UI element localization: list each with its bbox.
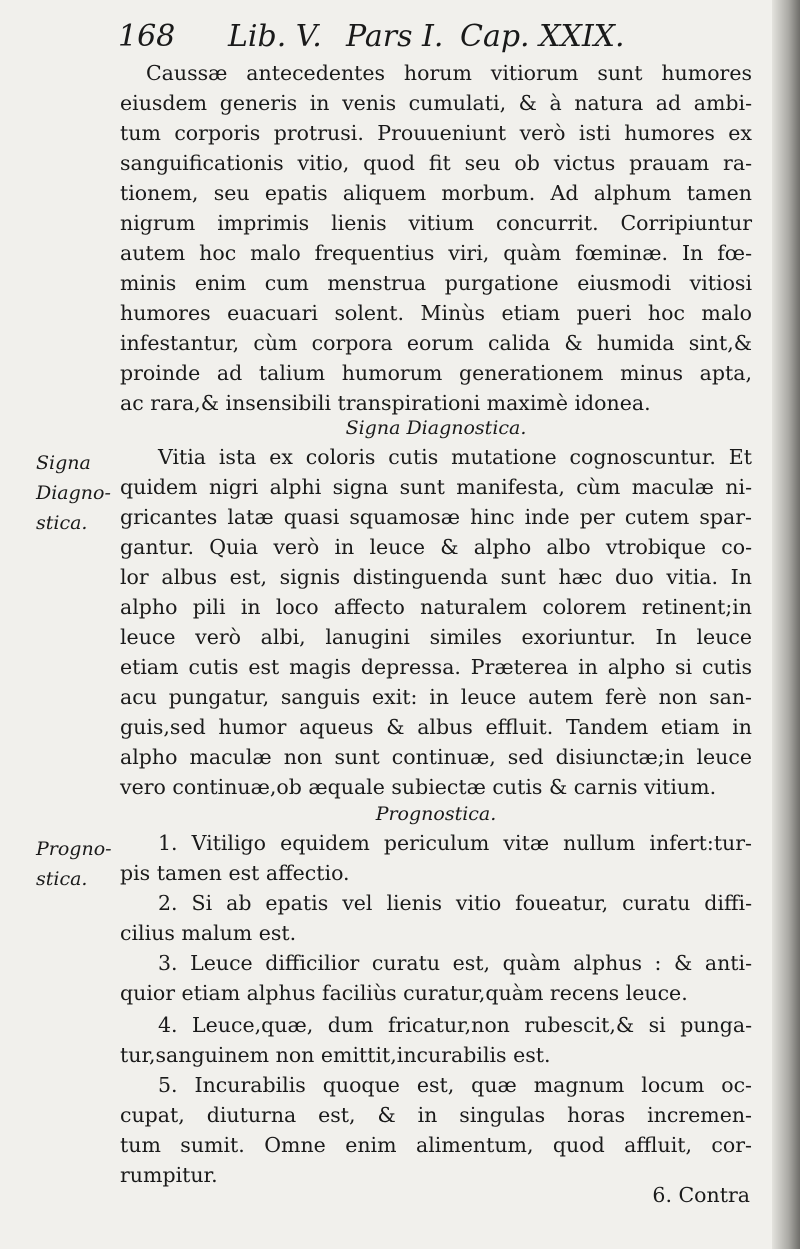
text-line: lor albus est, signis distinguenda sunt hæc duo vitia. In: [120, 565, 752, 589]
text-line: 5. Incurabilis quoque est, quæ magnum locum oc-: [158, 1073, 752, 1097]
text-line: cupat, diuturna est, & in singulas horas incremen-: [120, 1103, 752, 1127]
text-line: 3. Leuce difficilior curatu est, quàm alphus : & anti-: [158, 951, 752, 975]
margin-note-prognostica: [36, 834, 118, 894]
text-line: nigrum imprimis lienis vitium concurrit. Corripiuntur: [120, 211, 752, 235]
text-line: infestantur, cùm corpora eorum calida & humida sint,&: [120, 331, 752, 355]
margin-note-line: Signa: [36, 452, 91, 474]
text-line: cilius malum est.: [120, 921, 297, 945]
margin-note-line: stica.: [36, 512, 88, 534]
text-line: 2. Si ab epatis vel lienis vitio foueatur, curatu diffi-: [158, 891, 752, 915]
text-line: alpho pili in loco affecto naturalem colorem retinent;in: [120, 595, 752, 619]
text-line: acu pungatur, sanguis exit: in leuce autem ferè non san-: [120, 685, 752, 709]
page-gutter-shadow: [772, 0, 800, 1249]
text-line: tur,sanguinem non emittit,incurabilis est.: [120, 1043, 551, 1067]
header-part: Pars I.: [346, 19, 444, 54]
text-line: sanguificationis vitio, quod fit seu ob victus prauam ra-: [120, 151, 752, 175]
running-header: [118, 16, 638, 58]
text-line: tionem, seu epatis aliquem morbum. Ad alphum tamen: [120, 181, 752, 205]
margin-note-line: Progno-: [36, 838, 112, 860]
text-line: pis tamen est affectio.: [120, 861, 350, 885]
text-line: 4. Leuce,quæ, dum fricatur,non rubescit,& si punga-: [158, 1013, 752, 1037]
margin-note-line: Diagno-: [36, 482, 111, 504]
text-line: gantur. Quia verò in leuce & alpho albo vtrobique co-: [120, 535, 752, 559]
text-line: quidem nigri alphi signa sunt manifesta, cùm maculæ ni-: [120, 475, 752, 499]
text-line: etiam cutis est magis depressa. Præterea in alpho si cutis: [120, 655, 752, 679]
text-line: humores euacuari solent. Minùs etiam pueri hoc malo: [120, 301, 752, 325]
text-line: tum sumit. Omne enim alimentum, quod affluit, cor-: [120, 1133, 752, 1157]
text-line: leuce verò albi, lanugini similes exoriuntur. In leuce: [120, 625, 752, 649]
text-line: proinde ad talium humorum generationem minus apta,: [120, 361, 752, 385]
margin-note-line: stica.: [36, 868, 88, 890]
catchword: 6. Contra: [652, 1183, 750, 1207]
page-number: 168: [118, 19, 176, 54]
text-line: 1. Vitiligo equidem periculum vitæ nullum infert:tur-: [158, 831, 752, 855]
text-line: Vitia ista ex coloris cutis mutatione cognoscuntur. Et: [158, 445, 752, 469]
header-chapter: Cap. XXIX.: [460, 19, 625, 54]
text-line: guis,sed humor aqueus & albus effluit. Tandem etiam in: [120, 715, 752, 739]
text-line: minis enim cum menstrua purgatione eiusmodi vitiosi: [120, 271, 752, 295]
margin-note-diagnostica: [36, 448, 118, 538]
text-line: rumpitur.: [120, 1163, 218, 1187]
text-line: alpho maculæ non sunt continuæ, sed disiunctæ;in leuce: [120, 745, 752, 769]
text-line: ac rara,& insensibili transpirationi maximè idonea.: [120, 391, 651, 415]
text-line: vero continuæ,ob æquale subiectæ cutis & carnis vitium.: [120, 775, 717, 799]
text-line: tum corporis protrusi. Prouueniunt verò isti humores ex: [120, 121, 752, 145]
header-book: Lib. V.: [228, 19, 322, 54]
text-line: gricantes latæ quasi squamosæ hinc inde per cutem spar-: [120, 505, 752, 529]
section-heading-prognostica: Prognostica.: [375, 803, 497, 825]
text-line: autem hoc malo frequentius viri, quàm fœminæ. In fœ-: [120, 241, 752, 265]
text-line: eiusdem generis in venis cumulati, & à natura ad ambi-: [120, 91, 752, 115]
section-heading-diagnostica: Signa Diagnostica.: [345, 417, 527, 439]
text-line: Caussæ antecedentes horum vitiorum sunt humores: [146, 61, 752, 85]
text-line: quior etiam alphus faciliùs curatur,quàm recens leuce.: [120, 981, 688, 1005]
